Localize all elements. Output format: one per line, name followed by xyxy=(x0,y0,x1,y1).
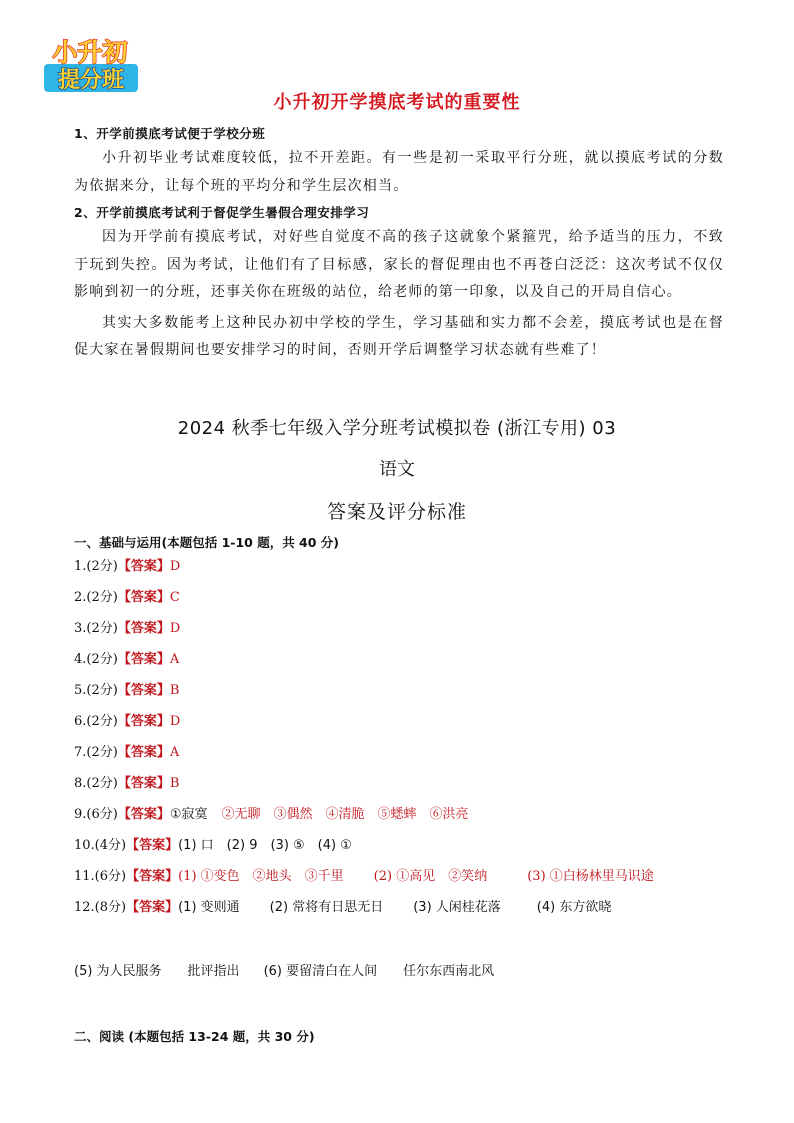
intro-paragraph-1: 小升初毕业考试难度较低，拉不开差距。有一些是初一采取平行分班，就以摸底考试的分数为依据来分，让每个班的平均分和学生层次相当。 xyxy=(74,150,724,194)
answer-row-12-continued xyxy=(74,960,494,979)
answer-value: (3) 人闲桂花落 xyxy=(413,900,501,915)
answer-row-12 xyxy=(74,896,754,927)
logo xyxy=(40,34,142,96)
answer-value: D xyxy=(169,559,181,574)
intro-heading-1: 1、开学前摸底考试便于学校分班 xyxy=(74,126,266,141)
answer-tag: 【答案】 xyxy=(117,590,170,605)
answer-row-11 xyxy=(74,865,754,896)
answer-value: (3) ①白杨林里马识途 xyxy=(527,869,654,884)
answer-value: B xyxy=(169,776,180,791)
logo-graphic xyxy=(40,34,142,96)
answer-row xyxy=(74,772,754,803)
question-number: 12.(8分) xyxy=(74,900,127,915)
answer-tag: 【答案】 xyxy=(117,745,170,760)
answer-value: ①寂寞 xyxy=(169,807,208,822)
question-number: 1.(2分) xyxy=(74,559,118,574)
answer-value: A xyxy=(169,745,180,760)
logo-line2: 提分班 xyxy=(57,68,125,93)
answer-row xyxy=(74,555,754,586)
answer-value: (1) ①变色 ②地头 ③千里 xyxy=(178,869,344,884)
answer-value: (1) 口 (2) 9 (3) ⑤ (4) ① xyxy=(178,838,352,853)
answer-row xyxy=(74,617,754,648)
answer-value: (2) 常将有日思无日 xyxy=(269,900,384,915)
question-number: 9.(6分) xyxy=(74,807,118,822)
answer-value: (6) 要留清白在人间 任尔东西南北风 xyxy=(263,964,495,979)
exam-subtitle: 答案及评分标准 xyxy=(326,501,467,523)
answer-value: ②无聊 ③偶然 ④清脆 ⑤蟋蟀 ⑥洪亮 xyxy=(221,807,469,822)
answer-row-10 xyxy=(74,834,754,865)
answer-row-9 xyxy=(74,803,754,834)
answer-value: (1) 变则通 xyxy=(178,900,240,915)
answer-tag: 【答案】 xyxy=(117,776,170,791)
headline: 小升初开学摸底考试的重要性 xyxy=(273,92,521,113)
answer-tag: 【答案】 xyxy=(117,807,170,822)
answer-tag: 【答案】 xyxy=(117,714,170,729)
answer-value: A xyxy=(169,652,180,667)
answer-row xyxy=(74,648,754,679)
answer-tag: 【答案】 xyxy=(117,683,170,698)
answer-value: B xyxy=(169,683,180,698)
exam-title: 2024 秋季七年级入学分班考试模拟卷 (浙江专用) 03 xyxy=(177,418,617,439)
answer-tag: 【答案】 xyxy=(126,869,179,884)
answer-row xyxy=(74,679,754,710)
section-1-heading: 一、基础与运用(本题包括 1-10 题，共 40 分) xyxy=(74,535,340,550)
answer-tag: 【答案】 xyxy=(126,838,179,853)
question-number: 3.(2分) xyxy=(74,621,118,636)
answer-row xyxy=(74,710,754,741)
answer-list xyxy=(74,555,754,927)
answer-tag: 【答案】 xyxy=(126,900,179,915)
section-2-heading: 二、阅读 (本题包括 13-24 题，共 30 分) xyxy=(74,1029,315,1044)
question-number: 5.(2分) xyxy=(74,683,118,698)
answer-value: D xyxy=(169,714,181,729)
answer-row xyxy=(74,741,754,772)
answer-tag: 【答案】 xyxy=(117,621,170,636)
answer-value: (5) 为人民服务 批评指出 xyxy=(74,964,240,979)
exam-subject: 语文 xyxy=(379,459,415,480)
intro-heading-2: 2、开学前摸底考试利于督促学生暑假合理安排学习 xyxy=(74,205,370,220)
answer-tag: 【答案】 xyxy=(117,559,170,574)
answer-row xyxy=(74,586,754,617)
answer-value: C xyxy=(169,590,180,605)
question-number: 11.(6分) xyxy=(74,869,127,884)
intro-paragraph-3: 其实大多数能考上这种民办初中学校的学生，学习基础和实力都不会差，摸底考试也是在督促大家在暑假期间也要安排学习的时间，否则开学后调整学习状态就有些难了！ xyxy=(74,314,724,358)
intro-paragraph-2: 因为开学前有摸底考试，对好些自觉度不高的孩子这就象个紧箍咒，给予适当的压力，不致于玩到失控。因为考试，让他们有了目标感，家长的督促理由也不再苍白泛泛：这次考试不仅仅影响到初一的分班，还事关你在班级的站位，给老师的第一印象，以及自己的开局自信心。 xyxy=(74,229,724,300)
answer-value: (2) ①高见 ②笑纳 xyxy=(373,869,488,884)
question-number: 2.(2分) xyxy=(74,590,118,605)
question-number: 7.(2分) xyxy=(74,745,118,760)
question-number: 10.(4分) xyxy=(74,838,127,853)
question-number: 4.(2分) xyxy=(74,652,118,667)
question-number: 8.(2分) xyxy=(74,776,118,791)
answer-tag: 【答案】 xyxy=(117,652,170,667)
question-number: 6.(2分) xyxy=(74,714,118,729)
answer-value: (4) 东方欲晓 xyxy=(536,900,612,915)
logo-line1: 小升初 xyxy=(52,38,128,67)
intro-section xyxy=(74,121,724,365)
answer-value: D xyxy=(169,621,181,636)
